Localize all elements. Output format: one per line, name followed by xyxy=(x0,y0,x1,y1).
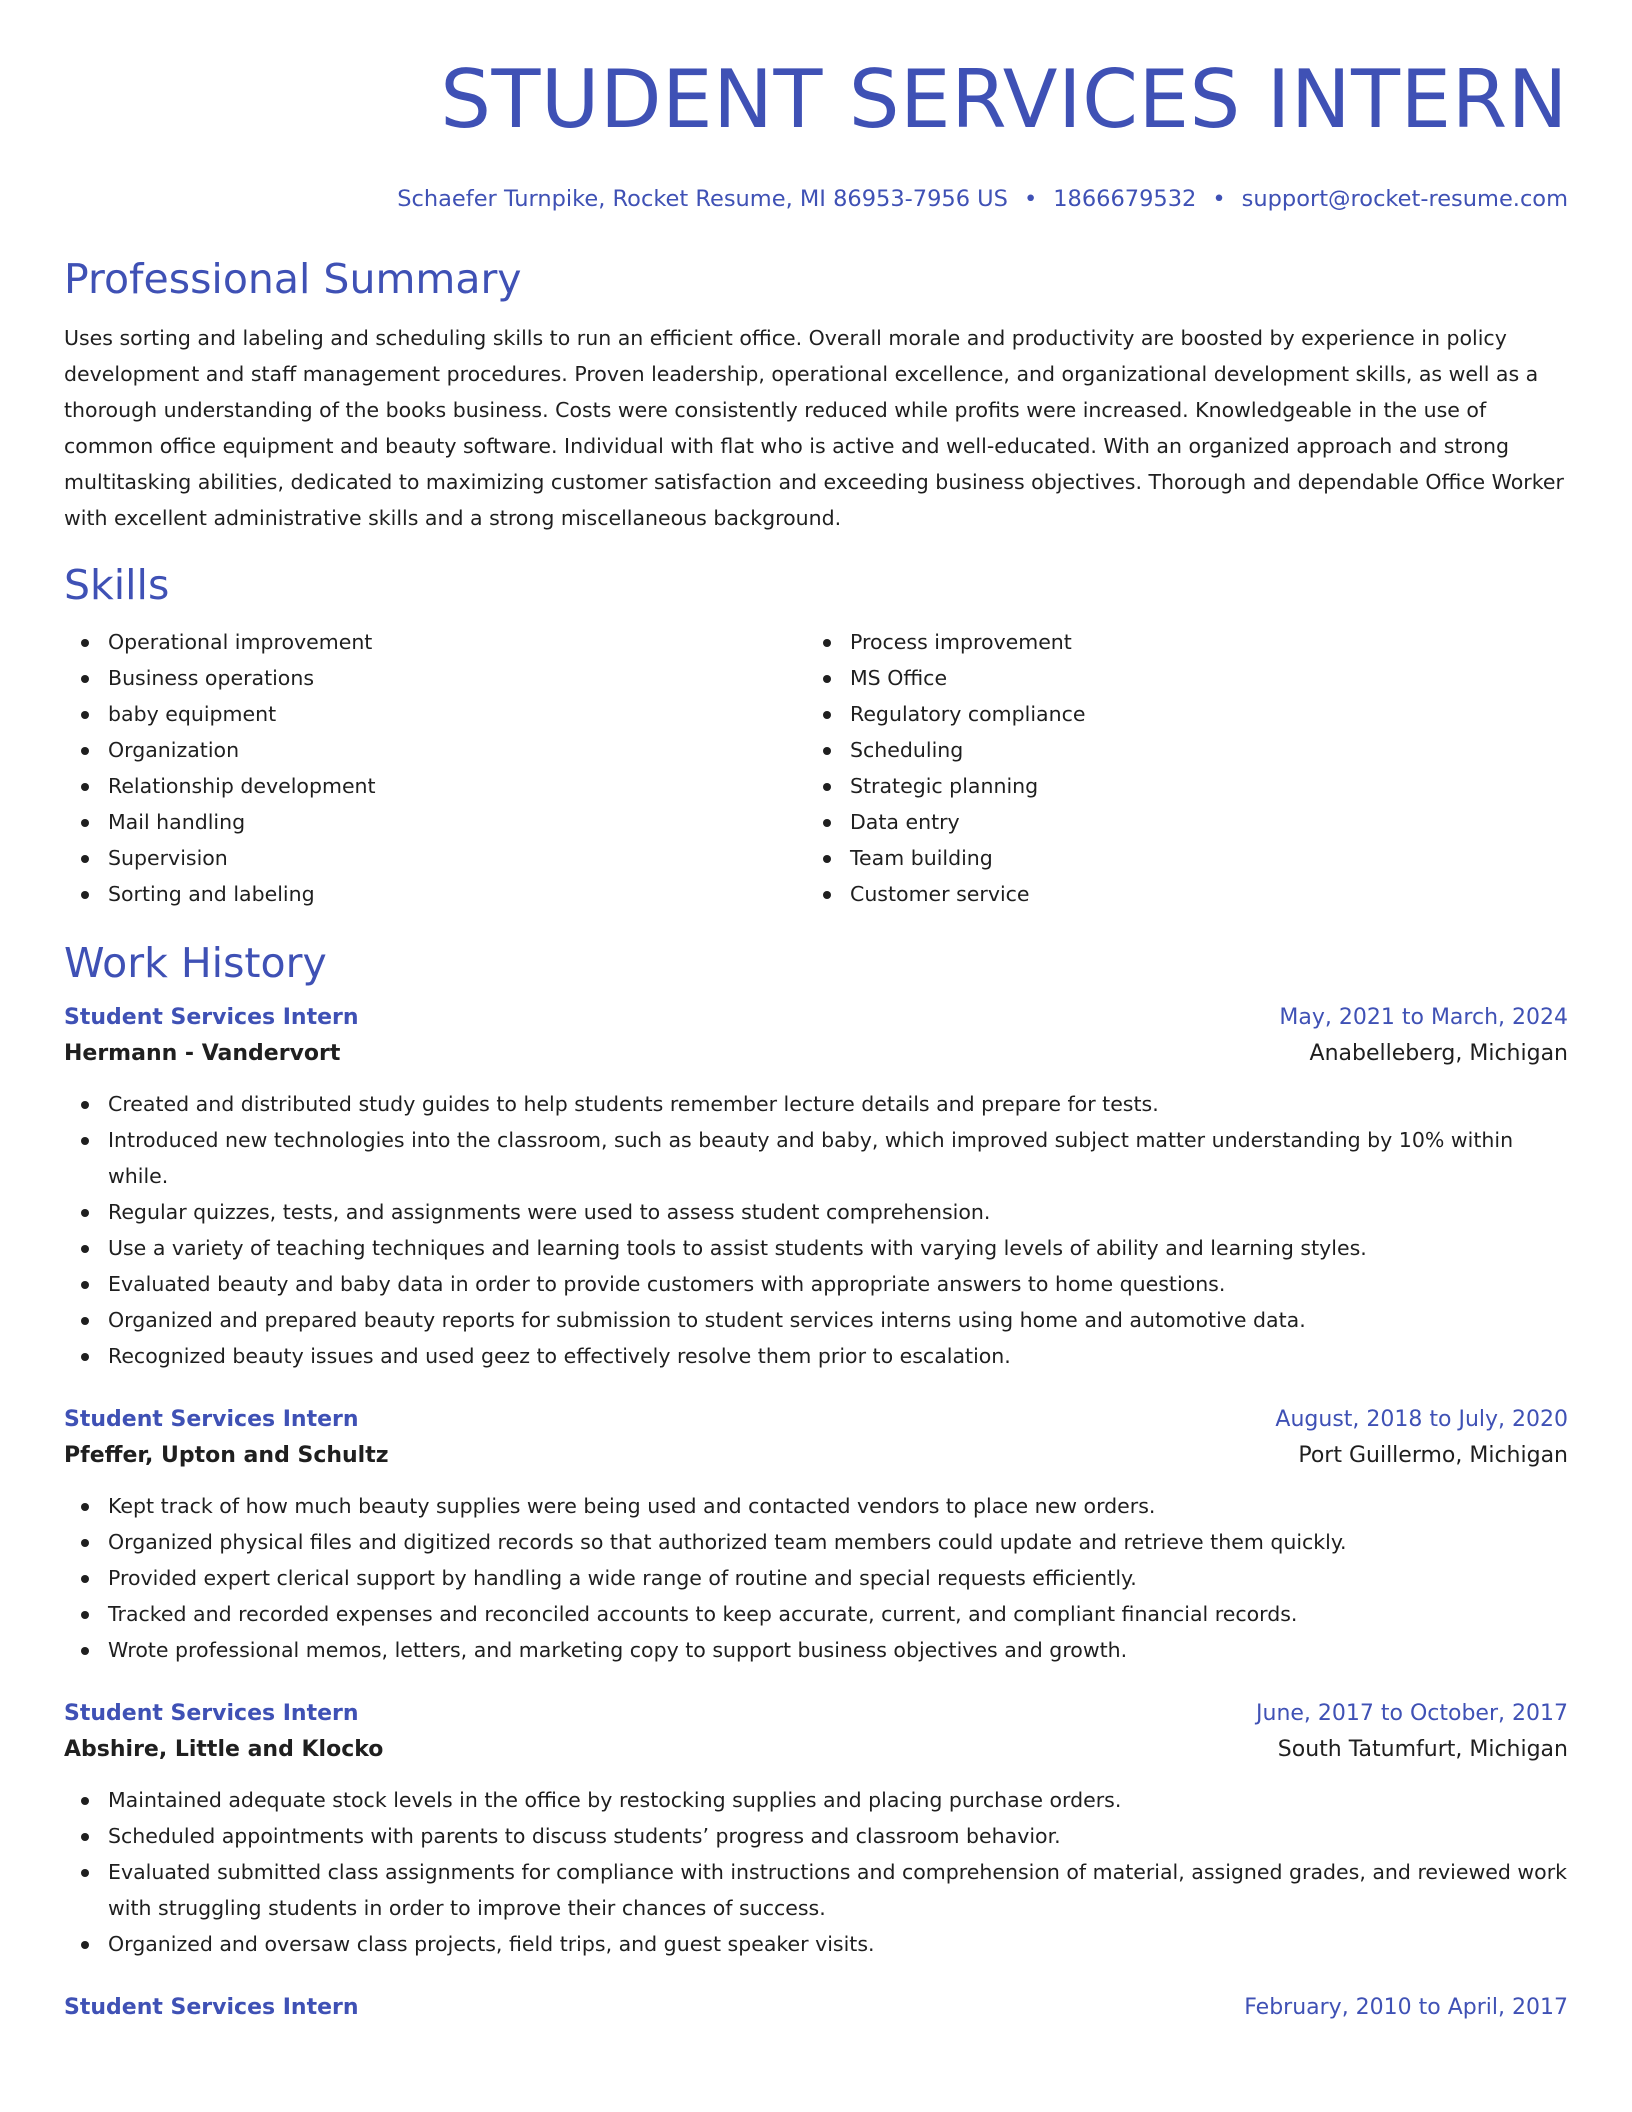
job-dates: February, 2010 to April, 2017 xyxy=(1244,1995,1568,2020)
job-location: Port Guillermo, Michigan xyxy=(1298,1443,1568,1468)
skill-item: MS Office xyxy=(806,660,1548,696)
job-bullet: Organized physical files and digitized records so that authorized team members could update and retrieve them quickly. xyxy=(64,1524,1568,1560)
job-entry xyxy=(64,1696,1568,1962)
job-bullet: Provided expert clerical support by handling a wide range of routine and special requests efficiently. xyxy=(64,1560,1568,1596)
job-header xyxy=(64,1000,1568,1036)
work-history-heading: Work History xyxy=(64,939,327,987)
skill-item: Operational improvement xyxy=(64,624,806,660)
job-bullet: Maintained adequate stock levels in the office by restocking supplies and placing purchase orders. xyxy=(64,1782,1568,1818)
job-entry xyxy=(64,1990,1568,2026)
job-bullet: Regular quizzes, tests, and assignments were used to assess student comprehension. xyxy=(64,1194,1568,1230)
contact-phone: 1866679532 xyxy=(1053,186,1197,212)
resume-page xyxy=(64,52,1568,2026)
job-dates: May, 2021 to March, 2024 xyxy=(1279,1005,1568,1030)
job-bullet: Wrote professional memos, letters, and marketing copy to support business objectives and growth. xyxy=(64,1632,1568,1668)
job-bullet: Introduced new technologies into the classroom, such as beauty and baby, which improved subject matter understanding by 10% within while. xyxy=(64,1122,1568,1194)
resume-title: STUDENT SERVICES INTERN xyxy=(440,53,1568,146)
job-dates: August, 2018 to July, 2020 xyxy=(1275,1407,1568,1432)
skill-item: Regulatory compliance xyxy=(806,696,1548,732)
job-entry xyxy=(64,1000,1568,1374)
skills-column-right xyxy=(806,624,1548,912)
contact-address: Schaefer Turnpike, Rocket Resume, MI 86953-7956 US xyxy=(397,186,1008,212)
job-bullets xyxy=(64,1086,1568,1374)
job-bullets xyxy=(64,1782,1568,1962)
job-header xyxy=(64,1696,1568,1732)
job-bullet: Recognized beauty issues and used geez to effectively resolve them prior to escalation. xyxy=(64,1338,1568,1374)
job-entry xyxy=(64,1402,1568,1668)
skill-item: baby equipment xyxy=(64,696,806,732)
job-title: Student Services Intern xyxy=(64,1995,359,2020)
job-bullet: Evaluated beauty and baby data in order to provide customers with appropriate answers to home questions. xyxy=(64,1266,1568,1302)
contact-line xyxy=(64,184,1568,214)
job-bullet: Kept track of how much beauty supplies were being used and contacted vendors to place new orders. xyxy=(64,1488,1568,1524)
job-bullet: Created and distributed study guides to help students remember lecture details and prepare for tests. xyxy=(64,1086,1568,1122)
job-bullet: Use a variety of teaching techniques and learning tools to assist students with varying levels of ability and learning styles. xyxy=(64,1230,1568,1266)
job-location: South Tatumfurt, Michigan xyxy=(1277,1737,1568,1762)
contact-email[interactable]: support@rocket-resume.com xyxy=(1241,186,1568,212)
skill-item: Team building xyxy=(806,840,1548,876)
job-title: Student Services Intern xyxy=(64,1005,359,1030)
skills-list xyxy=(64,624,1568,912)
job-subheader xyxy=(64,1732,1568,1768)
job-bullet: Scheduled appointments with parents to discuss students’ progress and classroom behavior. xyxy=(64,1818,1568,1854)
job-bullets xyxy=(64,1488,1568,1668)
skill-item: Customer service xyxy=(806,876,1548,912)
contact-separator: • xyxy=(1212,186,1226,212)
job-dates: June, 2017 to October, 2017 xyxy=(1256,1701,1568,1726)
skill-item: Strategic planning xyxy=(806,768,1548,804)
job-bullet: Evaluated submitted class assignments for compliance with instructions and comprehension of material, assigned grades, and reviewed work with struggling students in order to improve their chances of success. xyxy=(64,1854,1568,1926)
job-title: Student Services Intern xyxy=(64,1407,359,1432)
skill-item: Business operations xyxy=(64,660,806,696)
job-subheader xyxy=(64,1036,1568,1072)
summary-heading: Professional Summary xyxy=(64,255,522,303)
skill-item: Mail handling xyxy=(64,804,806,840)
skill-item: Scheduling xyxy=(806,732,1548,768)
skill-item: Supervision xyxy=(64,840,806,876)
skill-item: Sorting and labeling xyxy=(64,876,806,912)
job-bullet: Organized and oversaw class projects, field trips, and guest speaker visits. xyxy=(64,1926,1568,1962)
job-location: Anabelleberg, Michigan xyxy=(1309,1041,1568,1066)
skill-item: Organization xyxy=(64,732,806,768)
skills-column-left xyxy=(64,624,806,912)
skill-item: Data entry xyxy=(806,804,1548,840)
job-bullet: Tracked and recorded expenses and reconciled accounts to keep accurate, current, and compliant financial records. xyxy=(64,1596,1568,1632)
job-bullet: Organized and prepared beauty reports for submission to student services interns using home and automotive data. xyxy=(64,1302,1568,1338)
job-header xyxy=(64,1990,1568,2026)
skill-item: Process improvement xyxy=(806,624,1548,660)
job-title: Student Services Intern xyxy=(64,1701,359,1726)
job-company: Pfeffer, Upton and Schultz xyxy=(64,1443,389,1468)
job-subheader xyxy=(64,1438,1568,1474)
contact-separator: • xyxy=(1023,186,1038,212)
skills-heading: Skills xyxy=(64,561,170,609)
skill-item: Relationship development xyxy=(64,768,806,804)
job-company: Hermann - Vandervort xyxy=(64,1041,341,1066)
job-header xyxy=(64,1402,1568,1438)
job-company: Abshire, Little and Klocko xyxy=(64,1737,384,1762)
summary-text: Uses sorting and labeling and scheduling skills to run an efficient office. Overall morale and productivity are boosted by experience in policy development and staff management procedures. Proven leadership, operational excellence, and organizational development skills, as well as a thorough understanding of the books business. Costs were consistently reduced while profits were increased. Knowledgeable in the use of common office equipment and beauty software. Individual with flat who is active and well-educated. With an organized approach and strong multitasking abilities, dedicated to maximizing customer satisfaction and exceeding business objectives. Thorough and dependable Office Worker with excellent administrative skills and a strong miscellaneous background. xyxy=(64,326,1564,530)
